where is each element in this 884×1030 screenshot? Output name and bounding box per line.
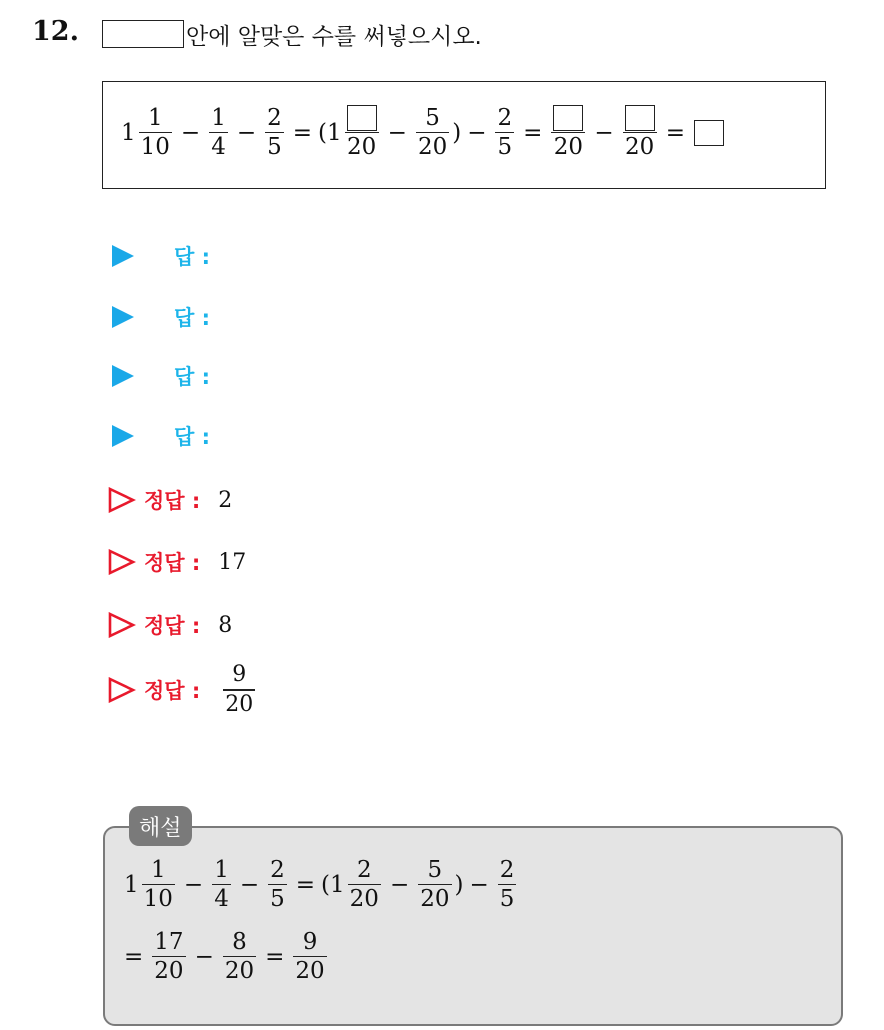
numerator: 2 bbox=[497, 105, 513, 131]
fraction bbox=[495, 104, 514, 161]
explanation-tag: 해설 bbox=[129, 806, 192, 846]
denominator: 10 bbox=[143, 886, 173, 913]
question-number: 12. bbox=[32, 16, 79, 47]
paren-open: (1 bbox=[321, 871, 345, 898]
fraction bbox=[209, 104, 228, 161]
paren-close: ) bbox=[452, 119, 462, 146]
question-prompt bbox=[102, 18, 482, 50]
minus-sign: − bbox=[469, 871, 489, 898]
denominator: 20 bbox=[420, 886, 450, 913]
fraction bbox=[212, 856, 231, 913]
minus-sign: − bbox=[194, 943, 214, 970]
correct-answer-row-1 bbox=[108, 476, 232, 524]
answer-blank-3[interactable] bbox=[625, 105, 655, 131]
outline-triangle-right-icon bbox=[108, 677, 136, 703]
answer-label: 답 : bbox=[174, 306, 210, 330]
denominator: 20 bbox=[295, 958, 325, 985]
minus-sign: − bbox=[183, 871, 204, 898]
equation-box bbox=[102, 81, 826, 189]
minus-sign: − bbox=[387, 119, 407, 146]
minus-sign: − bbox=[180, 119, 201, 146]
equals-sign: = bbox=[292, 119, 313, 146]
answer-row-2 bbox=[108, 297, 210, 337]
mixed-whole: 1 bbox=[121, 119, 136, 146]
minus-sign: − bbox=[389, 871, 410, 898]
fraction bbox=[265, 104, 284, 161]
fraction bbox=[416, 104, 449, 161]
numerator: 5 bbox=[427, 857, 443, 883]
denominator: 20 bbox=[154, 958, 184, 985]
answer-label: 답 : bbox=[174, 425, 210, 449]
numerator: 1 bbox=[147, 105, 163, 131]
paren-close: ) bbox=[454, 871, 464, 898]
numerator: 1 bbox=[211, 105, 226, 131]
correct-label: 정답 : bbox=[144, 679, 201, 703]
answer-blank-2[interactable] bbox=[553, 105, 583, 131]
filled-triangle-right-icon bbox=[112, 245, 134, 267]
explanation-line-2 bbox=[124, 928, 330, 985]
denominator: 20 bbox=[224, 958, 255, 985]
fraction bbox=[139, 104, 172, 161]
answer-label: 답 : bbox=[174, 245, 210, 269]
problem-equation bbox=[121, 104, 727, 161]
correct-label: 정답 : bbox=[144, 551, 201, 575]
question-instruction: 안에 알맞은 수를 써넣으시오. bbox=[186, 23, 482, 50]
answer-label: 답 : bbox=[174, 365, 210, 389]
numerator: 2 bbox=[499, 857, 515, 883]
numerator: 1 bbox=[214, 857, 229, 883]
numerator: 2 bbox=[267, 105, 282, 131]
outline-triangle-right-icon bbox=[108, 487, 136, 513]
equals-sign: = bbox=[265, 943, 285, 970]
explanation-line-1 bbox=[124, 856, 519, 913]
answer-row-3 bbox=[108, 356, 210, 396]
filled-triangle-right-icon bbox=[112, 306, 134, 328]
correct-value: 17 bbox=[218, 549, 247, 575]
mixed-whole: 1 bbox=[124, 871, 139, 898]
minus-sign: − bbox=[236, 119, 257, 146]
denominator: 4 bbox=[211, 134, 226, 161]
correct-value: 8 bbox=[218, 612, 233, 638]
fraction bbox=[348, 856, 381, 913]
numerator: 8 bbox=[232, 929, 247, 955]
correct-label: 정답 : bbox=[144, 614, 201, 638]
numerator: 2 bbox=[356, 857, 372, 883]
denominator: 20 bbox=[349, 886, 379, 913]
minus-sign: − bbox=[239, 871, 260, 898]
denominator: 20 bbox=[417, 134, 448, 161]
fraction bbox=[293, 928, 326, 985]
fraction bbox=[268, 856, 287, 913]
fraction bbox=[223, 928, 256, 985]
correct-value-fraction bbox=[220, 661, 258, 718]
denominator: 20 bbox=[225, 691, 254, 717]
correct-value: 2 bbox=[218, 487, 233, 513]
denominator: 5 bbox=[270, 886, 285, 913]
equals-sign: = bbox=[523, 119, 543, 146]
denominator: 20 bbox=[553, 134, 584, 161]
filled-triangle-right-icon bbox=[112, 425, 134, 447]
equals-sign: = bbox=[665, 119, 685, 146]
numerator: 5 bbox=[425, 105, 440, 131]
answer-row-4 bbox=[108, 416, 210, 456]
denominator: 5 bbox=[267, 134, 282, 161]
numerator: 17 bbox=[154, 929, 184, 955]
fraction-with-blank bbox=[623, 104, 657, 161]
fraction bbox=[498, 856, 517, 913]
denominator: 5 bbox=[499, 886, 515, 913]
outline-triangle-right-icon bbox=[108, 612, 136, 638]
blank-box-example bbox=[102, 20, 184, 48]
equals-sign: = bbox=[295, 871, 316, 898]
numerator: 9 bbox=[302, 929, 318, 955]
fraction-with-blank bbox=[551, 104, 585, 161]
answer-blank-4[interactable] bbox=[694, 120, 724, 146]
numerator: 1 bbox=[150, 857, 166, 883]
denominator: 10 bbox=[140, 134, 170, 161]
correct-answer-row-2 bbox=[108, 538, 246, 586]
fraction bbox=[152, 928, 185, 985]
correct-answer-row-3 bbox=[108, 601, 232, 649]
denominator: 20 bbox=[347, 134, 377, 161]
paren-open: (1 bbox=[318, 119, 342, 146]
fraction bbox=[142, 856, 175, 913]
numerator: 9 bbox=[232, 662, 247, 688]
correct-answer-row-4 bbox=[108, 658, 258, 722]
equals-sign: = bbox=[124, 943, 144, 970]
answer-blank-1[interactable] bbox=[347, 105, 377, 131]
denominator: 5 bbox=[497, 134, 513, 161]
correct-label: 정답 : bbox=[144, 489, 201, 513]
denominator: 20 bbox=[625, 134, 655, 161]
filled-triangle-right-icon bbox=[112, 365, 134, 387]
fraction-with-blank bbox=[345, 104, 379, 161]
outline-triangle-right-icon bbox=[108, 549, 136, 575]
fraction bbox=[418, 856, 451, 913]
fraction bbox=[223, 661, 255, 718]
minus-sign: − bbox=[594, 119, 614, 146]
answer-row-1 bbox=[108, 236, 210, 276]
denominator: 4 bbox=[214, 886, 229, 913]
numerator: 2 bbox=[270, 857, 285, 883]
minus-sign: − bbox=[467, 119, 487, 146]
